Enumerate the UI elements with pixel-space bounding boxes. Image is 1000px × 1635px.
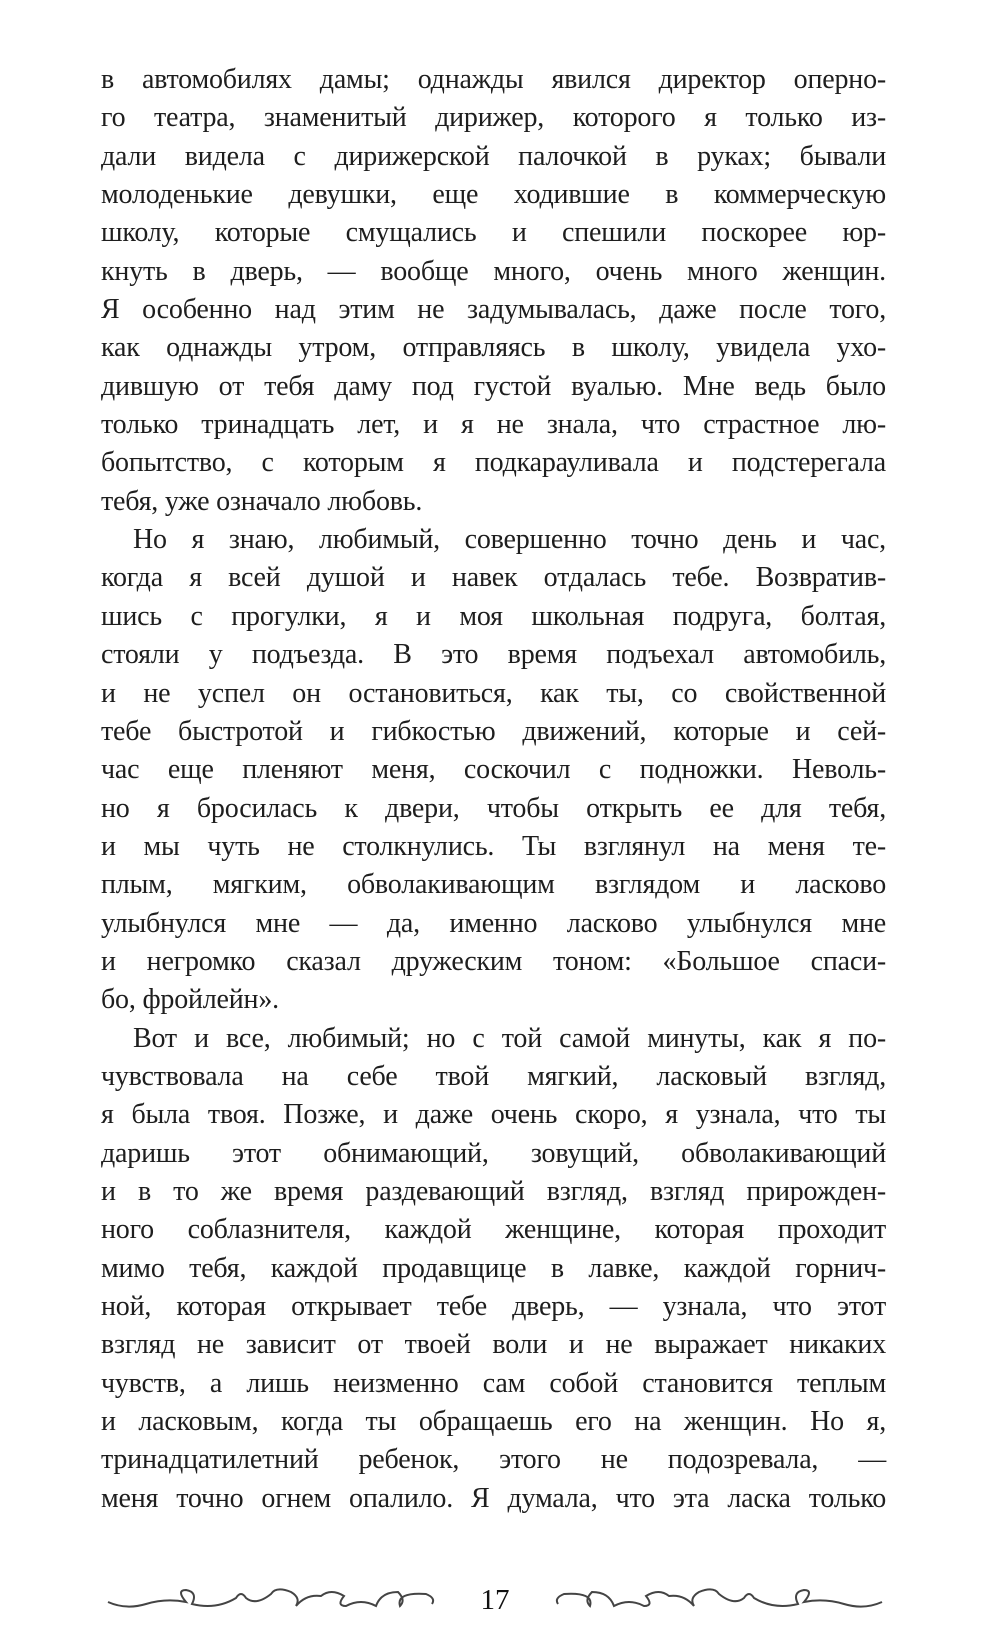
text-line: Я особенно над этим не задумывалась, даже после того, bbox=[101, 294, 886, 326]
text-line: и ласковым, когда ты обращаешь его на женщин. Но я, bbox=[101, 1406, 886, 1438]
text-line: дившую от тебя даму под густой вуалью. Мне ведь было bbox=[101, 370, 886, 402]
body-text bbox=[101, 61, 886, 1518]
text-line: но я бросилась к двери, чтобы открыть ее для тебя, bbox=[101, 792, 886, 824]
text-line: даришь этот обнимающий, зовущий, обволакивающий bbox=[101, 1137, 886, 1169]
page-number: 17 bbox=[480, 1584, 510, 1616]
text-line: и в то же время раздевающий взгляд, взгляд прирожден- bbox=[101, 1175, 886, 1207]
text-line: и не успел он остановиться, как ты, со свойственной bbox=[101, 677, 886, 709]
text-line: стояли у подъезда. В это время подъехал автомобиль, bbox=[101, 639, 886, 671]
text-line: и негромко сказал дружеским тоном: «Большое спаси- bbox=[101, 945, 886, 977]
text-line: го театра, знаменитый дирижер, которого я только из- bbox=[101, 102, 886, 134]
text-line: бо, фройлейн». bbox=[101, 984, 279, 1016]
text-line: шись с прогулки, я и моя школьная подруга, болтая, bbox=[101, 600, 886, 632]
text-line: плым, мягким, обволакивающим взглядом и ласково bbox=[101, 869, 886, 901]
text-line: в автомобилях дамы; однажды явился директор оперно- bbox=[101, 64, 886, 95]
text-line: и мы чуть не столкнулись. Ты взглянул на меня те- bbox=[101, 830, 886, 862]
text-line: ной, которая открывает тебе дверь, — узнала, что этот bbox=[101, 1291, 886, 1322]
text-line: только тринадцать лет, и я не знала, что страстное лю- bbox=[101, 409, 886, 441]
text-line: чувствовала на себе твой мягкий, ласковый взгляд, bbox=[101, 1060, 886, 1092]
text-line: бопытство, с которым я подкарауливала и подстерегала bbox=[101, 447, 886, 479]
text-line: меня точно огнем опалило. Я думала, что эта ласка только bbox=[101, 1482, 886, 1514]
text-line: когда я всей душой и навек отдалась тебе. Возвратив- bbox=[101, 562, 886, 594]
text-line: чувств, а лишь неизменно сам собой становится теплым bbox=[101, 1367, 886, 1399]
text-line: взгляд не зависит от твоей воли и не выражает никаких bbox=[101, 1329, 886, 1361]
text-line: я была твоя. Позже, и даже очень скоро, я узнала, что ты bbox=[101, 1099, 886, 1131]
text-line: тебе быстротой и гибкостью движений, которые и сей- bbox=[101, 715, 886, 747]
text-line: тебя, уже означало любовь. bbox=[101, 485, 423, 517]
text-line: кнуть в дверь, — вообще много, очень много женщин. bbox=[101, 255, 886, 287]
text-line: ного соблазнителя, каждой женщине, которая проходит bbox=[101, 1214, 886, 1246]
page-footer bbox=[0, 1580, 1000, 1620]
text-line: дали видела с дирижерской палочкой в руках; бывали bbox=[101, 140, 886, 172]
text-line: Вот и все, любимый; но с той самой минуты, как я по- bbox=[133, 1022, 886, 1054]
text-line: тринадцатилетний ребенок, этого не подозревала, — bbox=[101, 1444, 886, 1476]
right-ornament-icon bbox=[550, 1584, 884, 1616]
text-line: улыбнулся мне — да, именно ласково улыбнулся мне bbox=[101, 907, 886, 939]
text-line: Но я знаю, любимый, совершенно точно день и час, bbox=[133, 524, 886, 556]
left-ornament-icon bbox=[106, 1584, 440, 1616]
text-line: школу, которые смущались и спешили поскорее юр- bbox=[101, 217, 886, 249]
text-line: час еще пленяют меня, соскочил с подножки. Неволь- bbox=[101, 754, 886, 786]
text-line: мимо тебя, каждой продавщице в лавке, каждой горнич- bbox=[101, 1252, 886, 1284]
text-line: молоденькие девушки, еще ходившие в коммерческую bbox=[101, 179, 886, 211]
text-line: как однажды утром, отправляясь в школу, увидела ухо- bbox=[101, 332, 886, 364]
